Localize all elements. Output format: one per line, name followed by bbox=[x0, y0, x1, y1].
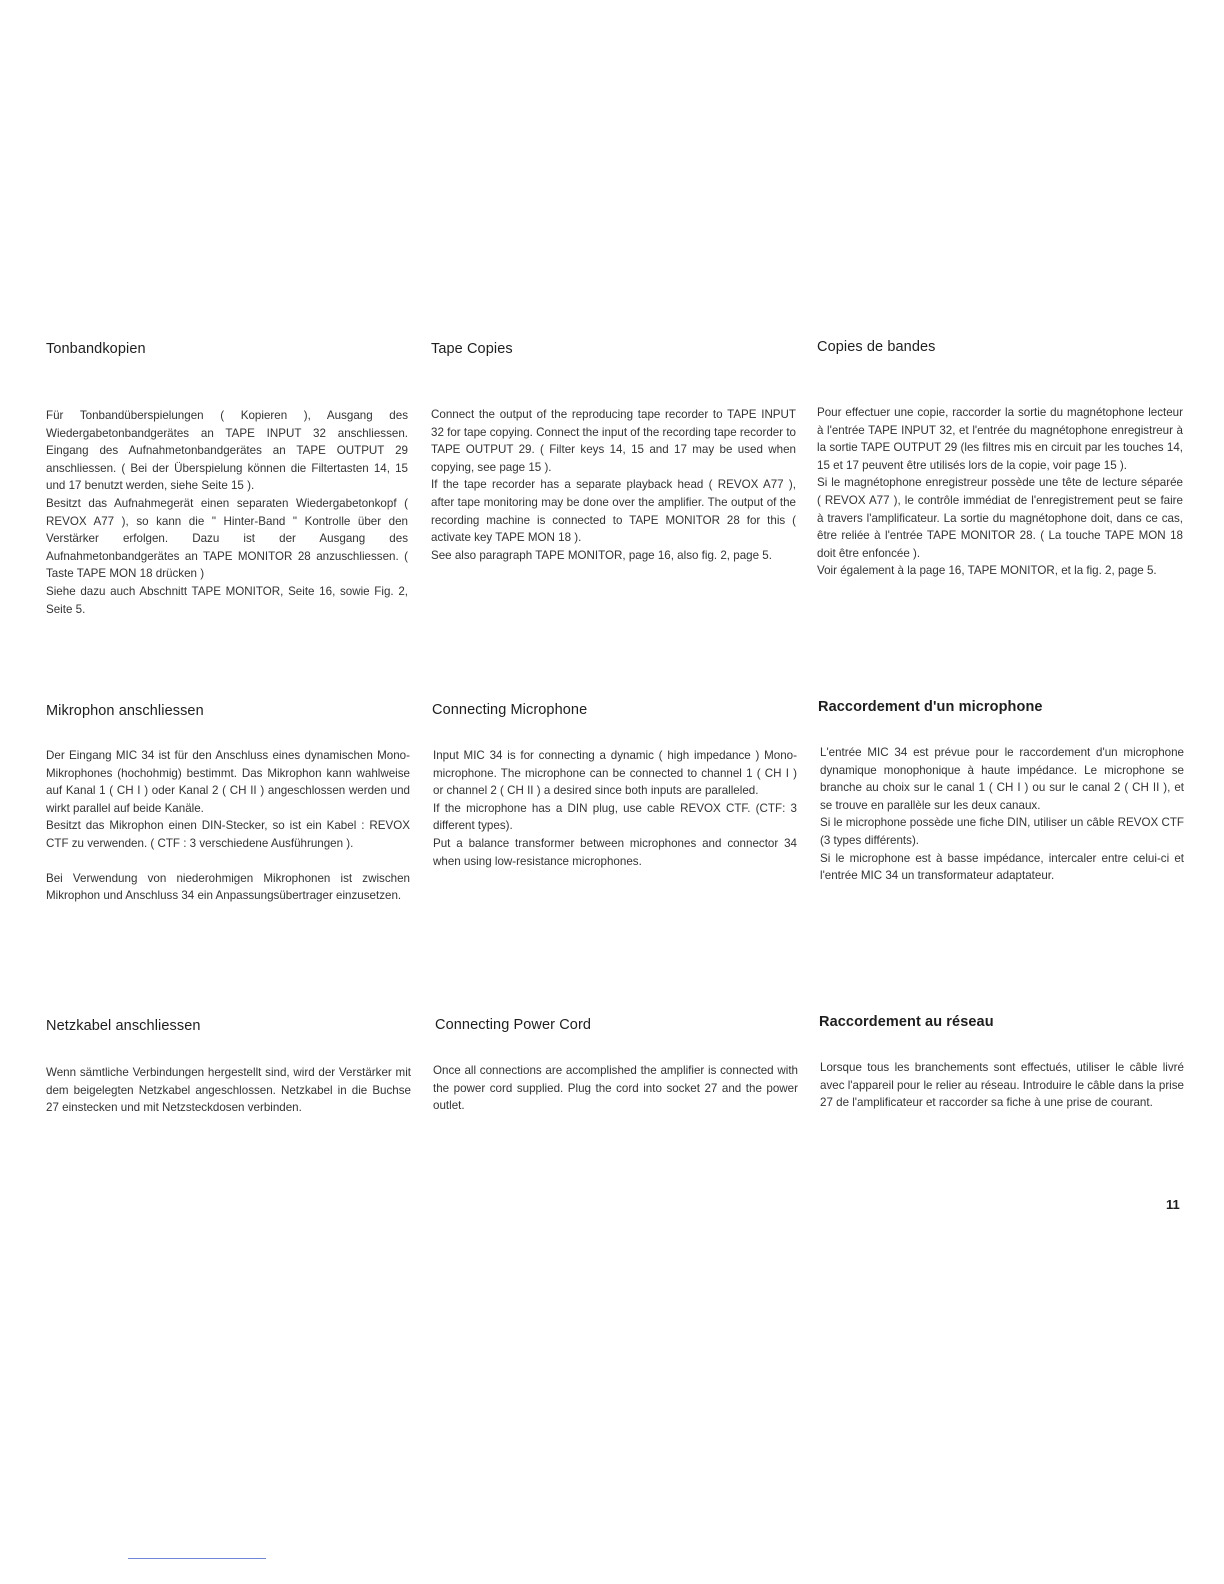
text-block-fr-power bbox=[820, 1059, 1184, 1112]
heading-copies-de-bandes: Copies de bandes bbox=[817, 339, 936, 355]
text-block-en-power bbox=[433, 1062, 798, 1115]
page-number: 11 bbox=[1166, 1197, 1180, 1212]
paragraph: See also paragraph TAPE MONITOR, page 16, also fig. 2, page 5. bbox=[431, 548, 772, 562]
heading-mikrophon-anschliessen: Mikrophon anschliessen bbox=[46, 703, 204, 719]
paragraph: Si le microphone possède une fiche DIN, utiliser un câble REVOX CTF (3 types différents). bbox=[820, 816, 1184, 847]
text-block-fr-mic bbox=[820, 744, 1184, 885]
heading-tape-copies: Tape Copies bbox=[431, 341, 513, 357]
paragraph: Input MIC 34 is for connecting a dynamic ( high impedance ) Mono-microphone. The microphone can be connected to channel 1 ( CH I ) or channel 2 ( CH II ) a desired since both inputs are paralleled. bbox=[433, 749, 797, 798]
paragraph: Siehe dazu auch Abschnitt TAPE MONITOR, Seite 16, sowie Fig. 2, Seite 5. bbox=[46, 584, 408, 616]
paragraph: Wenn sämtliche Verbindungen hergestellt sind, wird der Verstärker mit dem beigelegten Netzkabel angeschlossen. Netzkabel in die Buchse 27 einstecken und mit Netzsteckdosen verbinden. bbox=[46, 1066, 411, 1115]
heading-tonbandkopien: Tonbandkopien bbox=[46, 341, 146, 357]
paragraph: Pour effectuer une copie, raccorder la sortie du magnétophone lecteur à l'entrée TAPE INPUT 32, et l'entrée du magnétophone enregistreur à la sortie TAPE OUTPUT 29 (les filtres mis en circuit par les touches 14, 15 et 17 peuvent être utilisés lors de la copie, voir page 15 ). bbox=[817, 406, 1183, 472]
text-block-de-mic bbox=[46, 747, 410, 905]
paragraph: Once all connections are accomplished the amplifier is connected with the power cord supplied. Plug the cord into socket 27 and the power outlet. bbox=[433, 1064, 798, 1113]
paragraph: Connect the output of the reproducing tape recorder to TAPE INPUT 32 for tape copying. Connect the input of the recording tape recorder to TAPE OUTPUT 29. ( Filter keys 14, 15 and 17 may be used when copying, see page 15 ). bbox=[431, 408, 796, 474]
paragraph: Si le microphone est à basse impédance, intercaler entre celui-ci et l'entrée MIC 34 un transformateur adaptateur. bbox=[820, 851, 1184, 883]
paragraph: Besitzt das Mikrophon einen DIN-Stecker, so ist ein Kabel : REVOX CTF zu verwenden. ( CTF : 3 verschiedene Ausführungen ). bbox=[46, 819, 410, 850]
paragraph: Si le magnétophone enregistreur possède une tête de lecture séparée ( REVOX A77 ), le contrôle immédiat de l'enregistrement peut se faire à travers l'amplificateur. La sortie du magnétophone doit, dans ce cas, être reliée à l'entrée TAPE MONITOR 28. ( La touche TAPE MON 18 doit être enfoncée ). bbox=[817, 476, 1183, 560]
paragraph: Voir également à la page 16, TAPE MONITOR, et la fig. 2, page 5. bbox=[817, 564, 1157, 578]
text-block-de-power bbox=[46, 1064, 411, 1117]
footer-rule bbox=[128, 1558, 266, 1559]
paragraph: L'entrée MIC 34 est prévue pour le raccordement d'un microphone dynamique monophonique à haute impédance. Le microphone se branche au choix sur le canal 1 ( CH I ) ou sur le canal 2 ( CH II ), et se trouve en parallèle sur les deux canaux. bbox=[820, 746, 1184, 812]
heading-raccordement-microphone: Raccordement d'un microphone bbox=[818, 699, 1043, 715]
text-block-de-tape bbox=[46, 407, 408, 618]
paragraph: Besitzt das Aufnahmegerät einen separaten Wiedergabetonkopf ( REVOX A77 ), so kann die " Hinter-Band " Kontrolle über den Verstärker erfolgen. Dazu ist der Ausgang des Aufnahmetonbandgerätes an TAPE MONITOR 28 anzuschliessen. ( Taste TAPE MON 18 drücken ) bbox=[46, 496, 408, 581]
heading-raccordement-reseau: Raccordement au réseau bbox=[819, 1014, 994, 1030]
paragraph: If the tape recorder has a separate playback head ( REVOX A77 ), after tape monitoring may be done over the amplifier. The output of the recording machine is connected to TAPE MONITOR 28 for this ( activate key TAPE MON 18 ). bbox=[431, 478, 796, 545]
paragraph: Der Eingang MIC 34 ist für den Anschluss eines dynamischen Mono-Mikrophones (hochohmig) bestimmt. Das Mikrophon kann wahlweise auf Kanal 1 ( CH I ) oder Kanal 2 ( CH II ) angeschlossen werden und wirkt parallel auf beide Kanäle. bbox=[46, 749, 410, 815]
paragraph: If the microphone has a DIN plug, use cable REVOX CTF. (CTF: 3 different types). bbox=[433, 801, 797, 833]
paragraph: Put a balance transformer between microphones and connector 34 when using low-resistance microphones. bbox=[433, 836, 797, 868]
paragraph: Bei Verwendung von niederohmigen Mikrophonen ist zwischen Mikrophon und Anschluss 34 ein Anpassungsübertrager einzusetzen. bbox=[46, 871, 410, 903]
heading-connecting-microphone: Connecting Microphone bbox=[432, 702, 588, 718]
text-block-fr-tape bbox=[817, 404, 1183, 580]
paragraph: Lorsque tous les branchements sont effectués, utiliser le câble livré avec l'appareil pour le relier au réseau. Introduire le câble dans la prise 27 de l'amplificateur et raccorder sa fiche à une prise de courant. bbox=[820, 1061, 1184, 1110]
heading-connecting-power-cord: Connecting Power Cord bbox=[435, 1017, 592, 1033]
paragraph: Für Tonbandüberspielungen ( Kopieren ), Ausgang des Wiedergabetonbandgerätes an TAPE INPUT 32 anschliessen. Eingang des Aufnahmetonbandgerätes an TAPE OUTPUT 29 anschliessen. ( Bei der Überspielung können die Filtertasten 14, 15 und 17 benutzt werden, siehe Seite 15 ). bbox=[46, 409, 408, 493]
text-block-en-mic bbox=[433, 747, 797, 870]
heading-netzkabel-anschliessen: Netzkabel anschliessen bbox=[46, 1018, 201, 1034]
text-block-en-tape bbox=[431, 406, 796, 564]
